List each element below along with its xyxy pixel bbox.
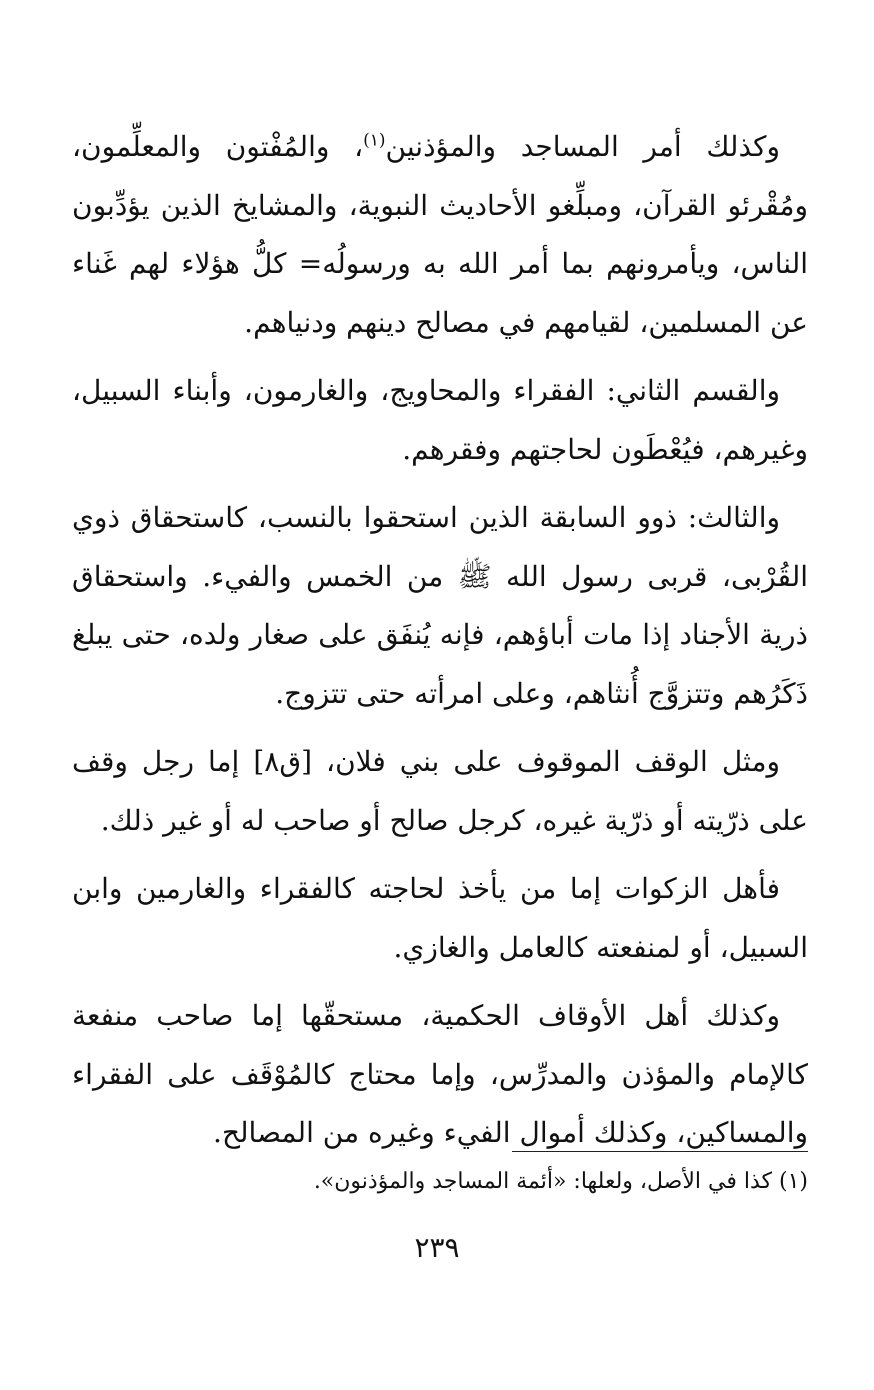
footnote <box>72 1164 808 1200</box>
paragraph-4: ومثل الوقف الموقوف على بني فلان، [ق٨] إما رجل وقف على ذرّيته أو ذرّية غيره، كرجل صالح أو صاحب له أو غير ذلك. <box>72 745 808 837</box>
footnote-marker: (١) <box>778 1169 808 1194</box>
footnote-text: كذا في الأصل، ولعلها: «أئمة المساجد والمؤذنون». <box>313 1169 772 1194</box>
footnote-divider <box>512 1151 808 1152</box>
page-number: ٢٣٩ <box>414 1231 460 1264</box>
footnote-reference[interactable]: (١) <box>363 130 386 151</box>
paragraph-1 <box>72 118 808 352</box>
paragraph-3: والثالث: ذوو السابقة الذين استحقوا بالنسب، كاستحقاق ذوي القُرْبى، قربى رسول الله ﷺ من الخمس والفيء. واستحقاق ذرية الأجناد إذا مات أباؤهم، فإنه يُنفَق على صغار ولده، حتى يبلغ ذَكَرُهم وتتزوَّج أُنثاهم، وعلى امرأته حتى تتزوج. <box>72 501 808 710</box>
paragraph-1-start: وكذلك أمر المساجد والمؤذنين <box>385 130 780 163</box>
paragraph-6: وكذلك أهل الأوقاف الحكمية، مستحقّها إما صاحب منفعة كالإمام والمؤذن والمدرِّس، وإما محتاج كالمُوْقَف على الفقراء والمساكين، وكذلك أموال الفيء وغيره من المصالح. <box>72 999 808 1149</box>
main-text <box>72 118 808 1173</box>
paragraph-1-rest: ، والمُفْتون والمعلِّمون، ومُقْرئو القرآن، ومبلِّغو الأحاديث النبوية، والمشايخ الذين يؤدِّبون الناس، ويأمرونهم بما أمر الله به ورسولُه= كلُّ هؤلاء لهم غَناء عن المسلمين، لقيامهم في مصالح دينهم ودنياهم. <box>72 130 808 339</box>
paragraph-5: فأهل الزكوات إما من يأخذ لحاجته كالفقراء والغارمين وابن السبيل، أو لمنفعته كالعامل والغازي. <box>72 872 808 964</box>
paragraph-2: والقسم الثاني: الفقراء والمحاويج، والغارمون، وأبناء السبيل، وغيرهم، فيُعْطَون لحاجتهم وفقرهم. <box>72 374 808 466</box>
